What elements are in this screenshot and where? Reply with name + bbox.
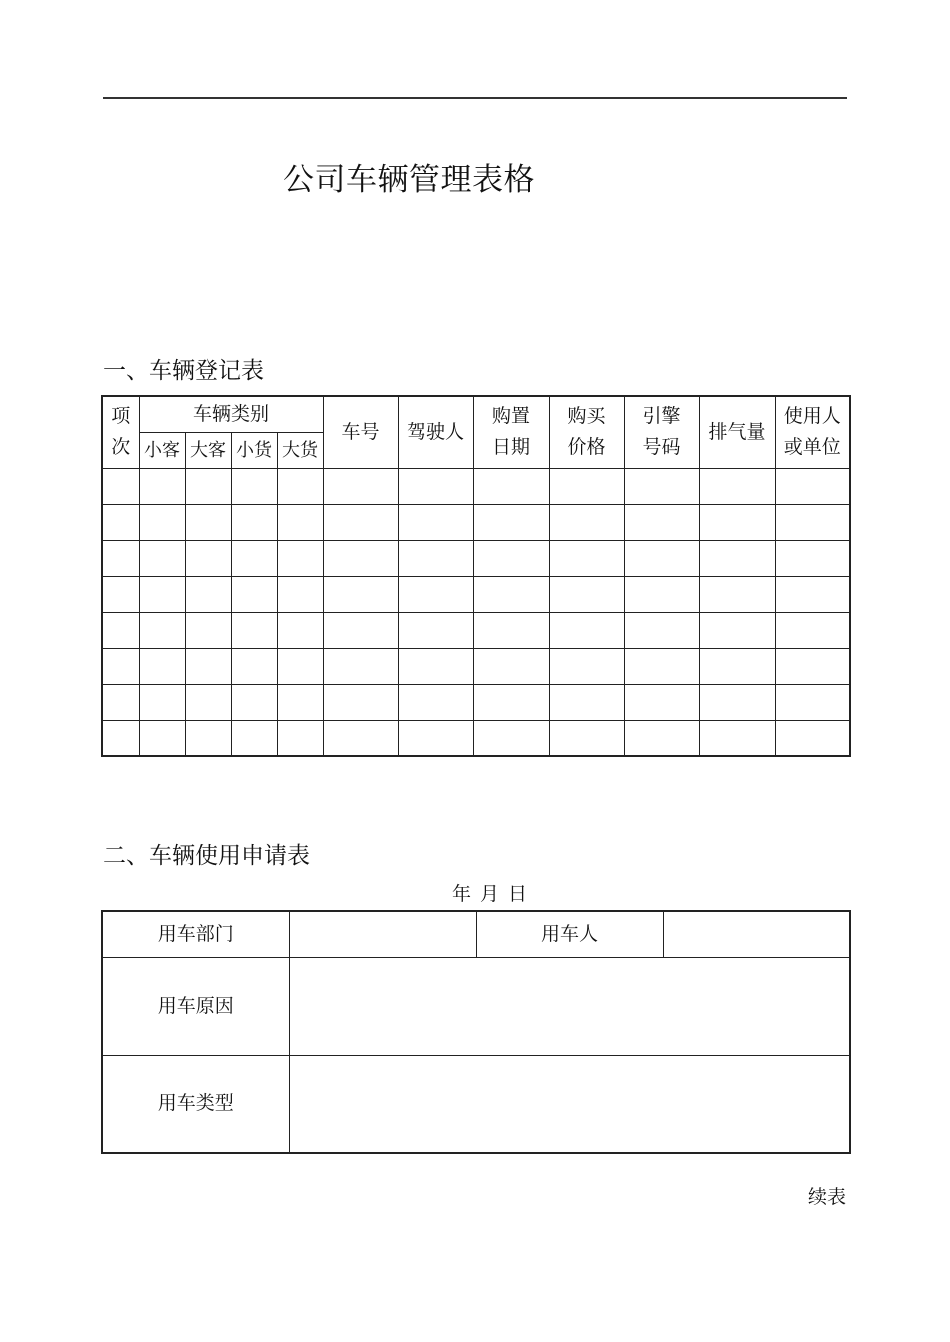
table-cell[interactable] xyxy=(323,648,398,684)
table-cell[interactable] xyxy=(398,612,473,648)
label-vehicle-type: 用车类型 xyxy=(102,1055,289,1153)
header-engine-no-line1: 引擎 xyxy=(642,405,681,428)
label-department: 用车部门 xyxy=(102,911,289,957)
table-cell[interactable] xyxy=(185,468,231,504)
table-cell[interactable] xyxy=(323,720,398,756)
table-cell[interactable] xyxy=(549,540,624,576)
table-cell[interactable] xyxy=(398,468,473,504)
table-cell[interactable] xyxy=(473,612,549,648)
table-row xyxy=(102,720,850,756)
table-cell[interactable] xyxy=(231,504,277,540)
table-cell[interactable] xyxy=(139,648,185,684)
value-department[interactable] xyxy=(289,911,476,957)
table-cell[interactable] xyxy=(473,468,549,504)
table-cell[interactable] xyxy=(102,576,139,612)
table-cell[interactable] xyxy=(102,648,139,684)
top-rule xyxy=(103,97,847,99)
table-cell[interactable] xyxy=(323,684,398,720)
table-cell[interactable] xyxy=(624,576,699,612)
header-vehicle-category: 车辆类别 xyxy=(139,396,323,432)
table-cell[interactable] xyxy=(139,576,185,612)
header-engine-no-line2: 号码 xyxy=(642,436,681,459)
table-cell[interactable] xyxy=(775,720,850,756)
section-heading-application: 二、车辆使用申请表 xyxy=(103,843,310,869)
table-cell[interactable] xyxy=(775,684,850,720)
date-month-label: 月 xyxy=(480,883,500,905)
table-cell[interactable] xyxy=(624,540,699,576)
table-cell[interactable] xyxy=(277,648,323,684)
vehicle-use-application-table xyxy=(101,910,851,1154)
table-cell[interactable] xyxy=(699,612,775,648)
header-user-or-unit xyxy=(775,396,850,468)
table-cell[interactable] xyxy=(473,648,549,684)
label-reason: 用车原因 xyxy=(102,957,289,1055)
date-year-label: 年 xyxy=(452,883,472,905)
table-cell[interactable] xyxy=(699,684,775,720)
header-driver: 驾驶人 xyxy=(398,396,473,468)
table-cell[interactable] xyxy=(775,648,850,684)
table-cell[interactable] xyxy=(185,540,231,576)
date-day-label: 日 xyxy=(508,883,528,905)
table-cell[interactable] xyxy=(323,504,398,540)
table-cell[interactable] xyxy=(473,720,549,756)
header-engine-no xyxy=(624,396,699,468)
table-cell[interactable] xyxy=(323,468,398,504)
table-cell[interactable] xyxy=(139,684,185,720)
header-purchase-price xyxy=(549,396,624,468)
table-cell[interactable] xyxy=(277,540,323,576)
header-purchase-date xyxy=(473,396,549,468)
table-cell[interactable] xyxy=(277,720,323,756)
table-cell[interactable] xyxy=(139,612,185,648)
table-row xyxy=(102,504,850,540)
table-cell[interactable] xyxy=(323,540,398,576)
document-title: 公司车辆管理表格 xyxy=(283,162,535,198)
table-cell[interactable] xyxy=(185,648,231,684)
table-cell[interactable] xyxy=(549,504,624,540)
table-cell[interactable] xyxy=(699,504,775,540)
value-vehicle-type[interactable] xyxy=(289,1055,850,1153)
table-cell[interactable] xyxy=(473,576,549,612)
table-cell[interactable] xyxy=(775,540,850,576)
table-cell[interactable] xyxy=(624,684,699,720)
table-row xyxy=(102,576,850,612)
table-cell[interactable] xyxy=(139,468,185,504)
table-cell[interactable] xyxy=(185,612,231,648)
header-purchase-date-line1: 购置 xyxy=(492,405,531,428)
table-cell[interactable] xyxy=(102,540,139,576)
table-cell[interactable] xyxy=(185,576,231,612)
table-cell[interactable] xyxy=(699,468,775,504)
header-displacement: 排气量 xyxy=(699,396,775,468)
header-category-large-truck: 大货 xyxy=(277,432,323,468)
table-cell[interactable] xyxy=(277,684,323,720)
table-cell[interactable] xyxy=(549,684,624,720)
table-cell[interactable] xyxy=(102,612,139,648)
value-reason[interactable] xyxy=(289,957,850,1055)
table-cell[interactable] xyxy=(185,720,231,756)
table-cell[interactable] xyxy=(277,504,323,540)
date-line xyxy=(452,879,536,906)
table-cell[interactable] xyxy=(231,648,277,684)
table-cell[interactable] xyxy=(102,504,139,540)
table-cell[interactable] xyxy=(231,720,277,756)
table-cell[interactable] xyxy=(473,540,549,576)
header-category-large-passenger: 大客 xyxy=(185,432,231,468)
table-cell[interactable] xyxy=(231,684,277,720)
table-cell[interactable] xyxy=(231,612,277,648)
registration-table-body xyxy=(102,468,850,756)
header-item-no-line2: 次 xyxy=(111,436,131,459)
table-cell[interactable] xyxy=(277,468,323,504)
table-cell[interactable] xyxy=(549,468,624,504)
table-cell[interactable] xyxy=(549,612,624,648)
header-category-small-passenger: 小客 xyxy=(139,432,185,468)
vehicle-registration-table xyxy=(101,395,851,757)
table-cell[interactable] xyxy=(139,720,185,756)
table-cell[interactable] xyxy=(139,540,185,576)
label-applicant: 用车人 xyxy=(476,911,663,957)
table-row xyxy=(102,612,850,648)
table-cell[interactable] xyxy=(102,720,139,756)
table-row xyxy=(102,468,850,504)
value-applicant[interactable] xyxy=(663,911,850,957)
table-cell[interactable] xyxy=(699,576,775,612)
table-row xyxy=(102,540,850,576)
table-cell[interactable] xyxy=(624,504,699,540)
header-user-or-unit-line2: 或单位 xyxy=(783,436,841,459)
table-cell[interactable] xyxy=(699,648,775,684)
header-category-small-truck: 小货 xyxy=(231,432,277,468)
table-cell[interactable] xyxy=(277,576,323,612)
table-cell[interactable] xyxy=(102,468,139,504)
table-row xyxy=(102,648,850,684)
table-cell[interactable] xyxy=(775,576,850,612)
header-plate-no: 车号 xyxy=(323,396,398,468)
table-cell[interactable] xyxy=(398,540,473,576)
table-cell[interactable] xyxy=(231,576,277,612)
table-cell[interactable] xyxy=(624,648,699,684)
header-purchase-price-line1: 购买 xyxy=(567,405,606,428)
table-cell[interactable] xyxy=(102,684,139,720)
table-cell[interactable] xyxy=(398,576,473,612)
table-cell[interactable] xyxy=(699,540,775,576)
section-heading-registration: 一、车辆登记表 xyxy=(103,358,264,384)
table-cell[interactable] xyxy=(398,684,473,720)
continued-label: 续表 xyxy=(808,1186,847,1208)
table-cell[interactable] xyxy=(277,612,323,648)
header-purchase-price-line2: 价格 xyxy=(567,436,606,459)
table-cell[interactable] xyxy=(624,468,699,504)
table-cell[interactable] xyxy=(624,720,699,756)
table-cell[interactable] xyxy=(323,576,398,612)
table-cell[interactable] xyxy=(185,684,231,720)
table-cell[interactable] xyxy=(473,504,549,540)
header-user-or-unit-line1: 使用人 xyxy=(783,405,841,428)
table-cell[interactable] xyxy=(775,612,850,648)
table-cell[interactable] xyxy=(624,612,699,648)
table-cell[interactable] xyxy=(775,468,850,504)
table-cell[interactable] xyxy=(549,576,624,612)
header-purchase-date-line2: 日期 xyxy=(492,436,531,459)
table-cell[interactable] xyxy=(231,468,277,504)
table-row xyxy=(102,684,850,720)
table-cell[interactable] xyxy=(231,540,277,576)
table-cell[interactable] xyxy=(775,504,850,540)
header-item-no xyxy=(102,396,139,468)
table-cell[interactable] xyxy=(549,648,624,684)
table-cell[interactable] xyxy=(398,720,473,756)
table-cell[interactable] xyxy=(323,612,398,648)
table-cell[interactable] xyxy=(398,504,473,540)
table-cell[interactable] xyxy=(185,504,231,540)
table-cell[interactable] xyxy=(549,720,624,756)
header-item-no-line1: 项 xyxy=(111,405,131,428)
table-cell[interactable] xyxy=(699,720,775,756)
table-cell[interactable] xyxy=(139,504,185,540)
table-cell[interactable] xyxy=(398,648,473,684)
table-cell[interactable] xyxy=(473,684,549,720)
